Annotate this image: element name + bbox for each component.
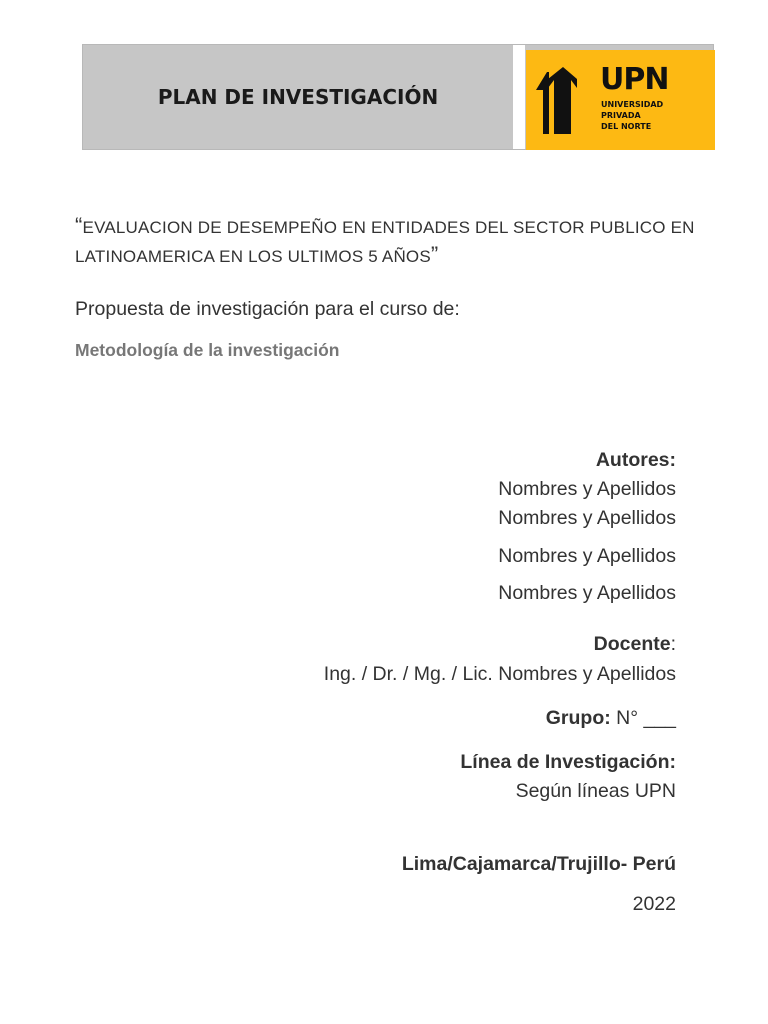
year: 2022: [632, 893, 676, 915]
group-line: [546, 707, 676, 730]
upn-logo-name: UPN: [600, 62, 669, 97]
teacher-label-text: Docente: [593, 633, 671, 655]
upn-logo-line3: DEL NORTE: [601, 122, 652, 131]
author-name-2: Nombres y Apellidos: [498, 507, 676, 529]
header-divider: [513, 45, 525, 149]
group-value: N° ___: [610, 707, 676, 729]
teacher-name: Ing. / Dr. / Mg. / Lic. Nombres y Apellidos: [323, 663, 676, 685]
teacher-label: [594, 633, 676, 656]
course-name: Metodología de la investigación: [75, 340, 340, 360]
authors-label: Autores:: [595, 449, 676, 471]
research-title: [75, 212, 705, 270]
upn-logo-line1: UNIVERSIDAD: [601, 100, 664, 109]
close-quote: ”: [430, 242, 439, 267]
group-label: Grupo:: [545, 707, 611, 729]
research-line-value: Según líneas UPN: [515, 780, 676, 802]
location: Lima/Cajamarca/Trujillo- Perú: [401, 853, 676, 875]
author-name-1: Nombres y Apellidos: [498, 478, 676, 500]
upn-logo: [526, 50, 715, 150]
author-name-4: Nombres y Apellidos: [498, 582, 676, 604]
upn-logo-mark-icon: [534, 66, 594, 136]
research-title-text: EVALUACION DE DESEMPEÑO EN ENTIDADES DEL SECTOR PUBLICO EN LATINOAMERICA EN LOS ULTIMOS 5 AÑOS: [75, 218, 695, 266]
open-quote: “: [75, 213, 83, 238]
upn-logo-line2: PRIVADA: [601, 111, 641, 120]
proposal-label: Propuesta de investigación para el curso de:: [75, 298, 460, 320]
teacher-label-colon: :: [670, 633, 676, 655]
research-line-label: Línea de Investigación:: [460, 751, 676, 773]
document-title: PLAN DE INVESTIGACIÓN: [157, 85, 439, 109]
document-header: [82, 44, 714, 150]
author-name-3: Nombres y Apellidos: [498, 545, 676, 567]
upn-logo-subtitle: [601, 99, 663, 132]
